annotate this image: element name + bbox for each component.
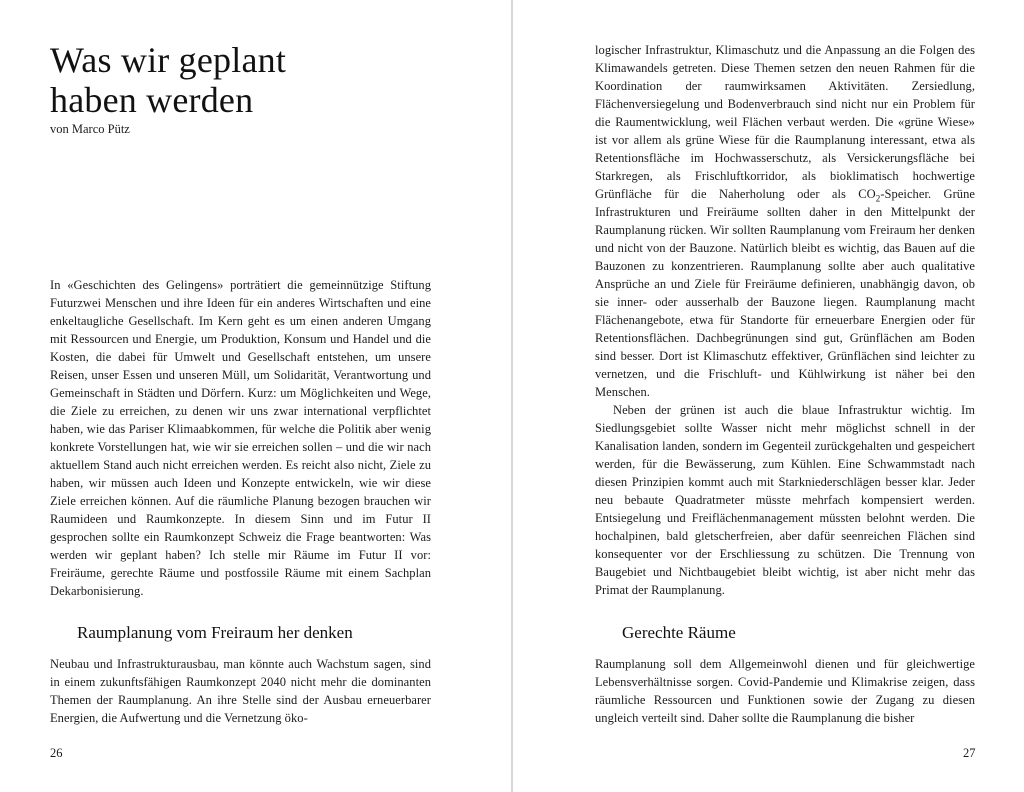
co2-subscript: 2 xyxy=(875,193,881,204)
section-paragraph-right: Raumplanung soll dem Allgemeinwohl dienen und für gleichwertige Lebensverhältnisse sorgen. Covid-Pandemie und Klimakrise zeigen, dass räumliche Ressourcen und Funktionen sowie der Zugang zu diesen ungleich verteilt sind. Daher sollte die Raumplanung die bisher xyxy=(595,657,975,725)
article-title xyxy=(50,40,286,120)
section-heading-freiraum: Raumplanung vom Freiraum her denken xyxy=(77,623,353,642)
continued-paragraph xyxy=(595,41,975,401)
author-byline: von Marco Pütz xyxy=(50,122,130,136)
page-number-left: 26 xyxy=(50,746,63,760)
left-page xyxy=(0,0,511,792)
section-text-left xyxy=(50,655,431,727)
text-before-subscript: logischer Infrastruktur, Klimaschutz und die Anpassung an die Folgen des Klimawandels getreten. Diese Themen setzen den neuen Rahmen für die Koordination der raumwirksamen Aktivitäten. Zersiedlung, Flächenversiegelung und Bodenverbrauch sind nicht nur ein Problem für die Raumentwicklung, weil Flächen verbaut werden. Die «grüne Wiese» ist vor allem als grüne Wiese für die Raumplanung interessant, etwa als Retentionsfläche im Hochwasserschutz, als Versickerungsfläche bei Starkregen, als Frischluftkorridor, als bioklimatisch hochwertige Grünfläche für die Naherholung oder als CO xyxy=(595,43,975,201)
blue-infrastructure-paragraph: Neben der grünen ist auch die blaue Infrastruktur wichtig. Im Siedlungsgebiet sollte Wasser nicht mehr möglichst schnell in der Kanalisation landen, sondern im Gegenteil zurückgehalten und gespeichert werden, für die Bewässerung, zum Kühlen. Eine Schwammstadt nach diesen Prinzipien kommt auch mit Starkniederschlägen besser klar. Jeder neu bebaute Quadratmeter müsste mehrfach kompensiert werden. Entsiegelung und Freiflächenmanagement müssten belohnt werden. Die hochalpinen, bald gletscherfreien, aber dafür seenreichen Flächen sind konsequenter vor der Erschliessung zu schützen. Die Trennung von Baugebiet und Nichtbaugebiet bleibt wichtig, ist aber nicht mehr das Primat der Raumplanung. xyxy=(595,403,975,597)
title-line-2: haben werden xyxy=(50,80,254,120)
title-line-1: Was wir geplant xyxy=(50,40,287,80)
intro-text xyxy=(50,276,431,600)
section-text-right xyxy=(595,655,975,727)
right-page xyxy=(513,0,1024,792)
intro-paragraph: In «Geschichten des Gelingens» porträtiert die gemeinnützige Stiftung Futurzwei Menschen und ihre Ideen für ein anderes Wirtschaften und eine enkeltaugliche Gesellschaft. Im Kern geht es um einen anderen Umgang mit Ressourcen und Energie, um Produktion, Konsum und Handel und die Kosten, die dabei für Umwelt und Gesellschaft entstehen, um unsere Reisen, unser Essen und unseren Müll, um Solidarität, Verantwortung und Gemeinschaft in Städten und Dörfern. Kurz: um Möglichkeiten und Wege, die Ziele zu erreichen, zu denen wir uns zwar international verpflichtet haben, wie das Pariser Klimaabkommen, für welche die Politik aber wenig konkrete Vorstellungen hat, wie wir sie erreichen sollen – und die wir nach aktuellem Stand auch nicht erreichen werden. Es reicht also nicht, Ziele zu haben, wir müssen auch Ideen und Konzepte entwickeln, wie wir diese Ziele erreichen können. Auf die räumliche Planung bezogen brauchen wir Raumideen und Raumkonzepte. In diesem Sinn und im Futur II gesprochen sollte ein Raumkonzept Schweiz die Frage beantworten: Was werden wir geplant haben? Ich stelle mir Räume im Futur II vor: Freiräume, gerechte Räume und postfossile Räume mit einem Sachplan Dekarbonisierung. xyxy=(50,278,431,598)
section-paragraph-left: Neubau und Infrastrukturausbau, man könnte auch Wachstum sagen, sind in einem zukunftsfähigen Raumkonzept 2040 nicht mehr die dominanten Themen der Raumplanung. An ihre Stelle sind der Ausbau erneuerbarer Energien, die Aufwertung und die Vernetzung öko- xyxy=(50,657,431,725)
continued-text xyxy=(595,41,975,599)
text-after-subscript: -Speicher. Grüne Infrastrukturen und Freiräume sollten daher in den Mittelpunkt der Raumplanung rücken. Wir sollten Raumplanung vom Freiraum her denken und nicht von der Bauzone. Natürlich bleibt es wichtig, das Bauen auf die Bauzonen zu konzentrieren. Raumplanung sollte aber auch qualitative Ansprüche an und Ziele für Freiräume definieren, unabhängig davon, ob sie inner- oder ausserhalb der Bauzone liegen. Raumplanung macht Flächenangebote, etwa für Standorte für erneuerbare Energien oder für Retentionsflächen. Dachbegrünungen sind gut, Grünflächen am Boden sind besser. Dort ist Klimaschutz effektiver, Grünflächen sind leichter zu vernetzen, und die Frischluft- und Kühlwirkung ist näher bei den Menschen. xyxy=(595,187,975,399)
section-heading-gerechte-raeume: Gerechte Räume xyxy=(622,623,736,642)
page-number-right: 27 xyxy=(963,746,976,760)
